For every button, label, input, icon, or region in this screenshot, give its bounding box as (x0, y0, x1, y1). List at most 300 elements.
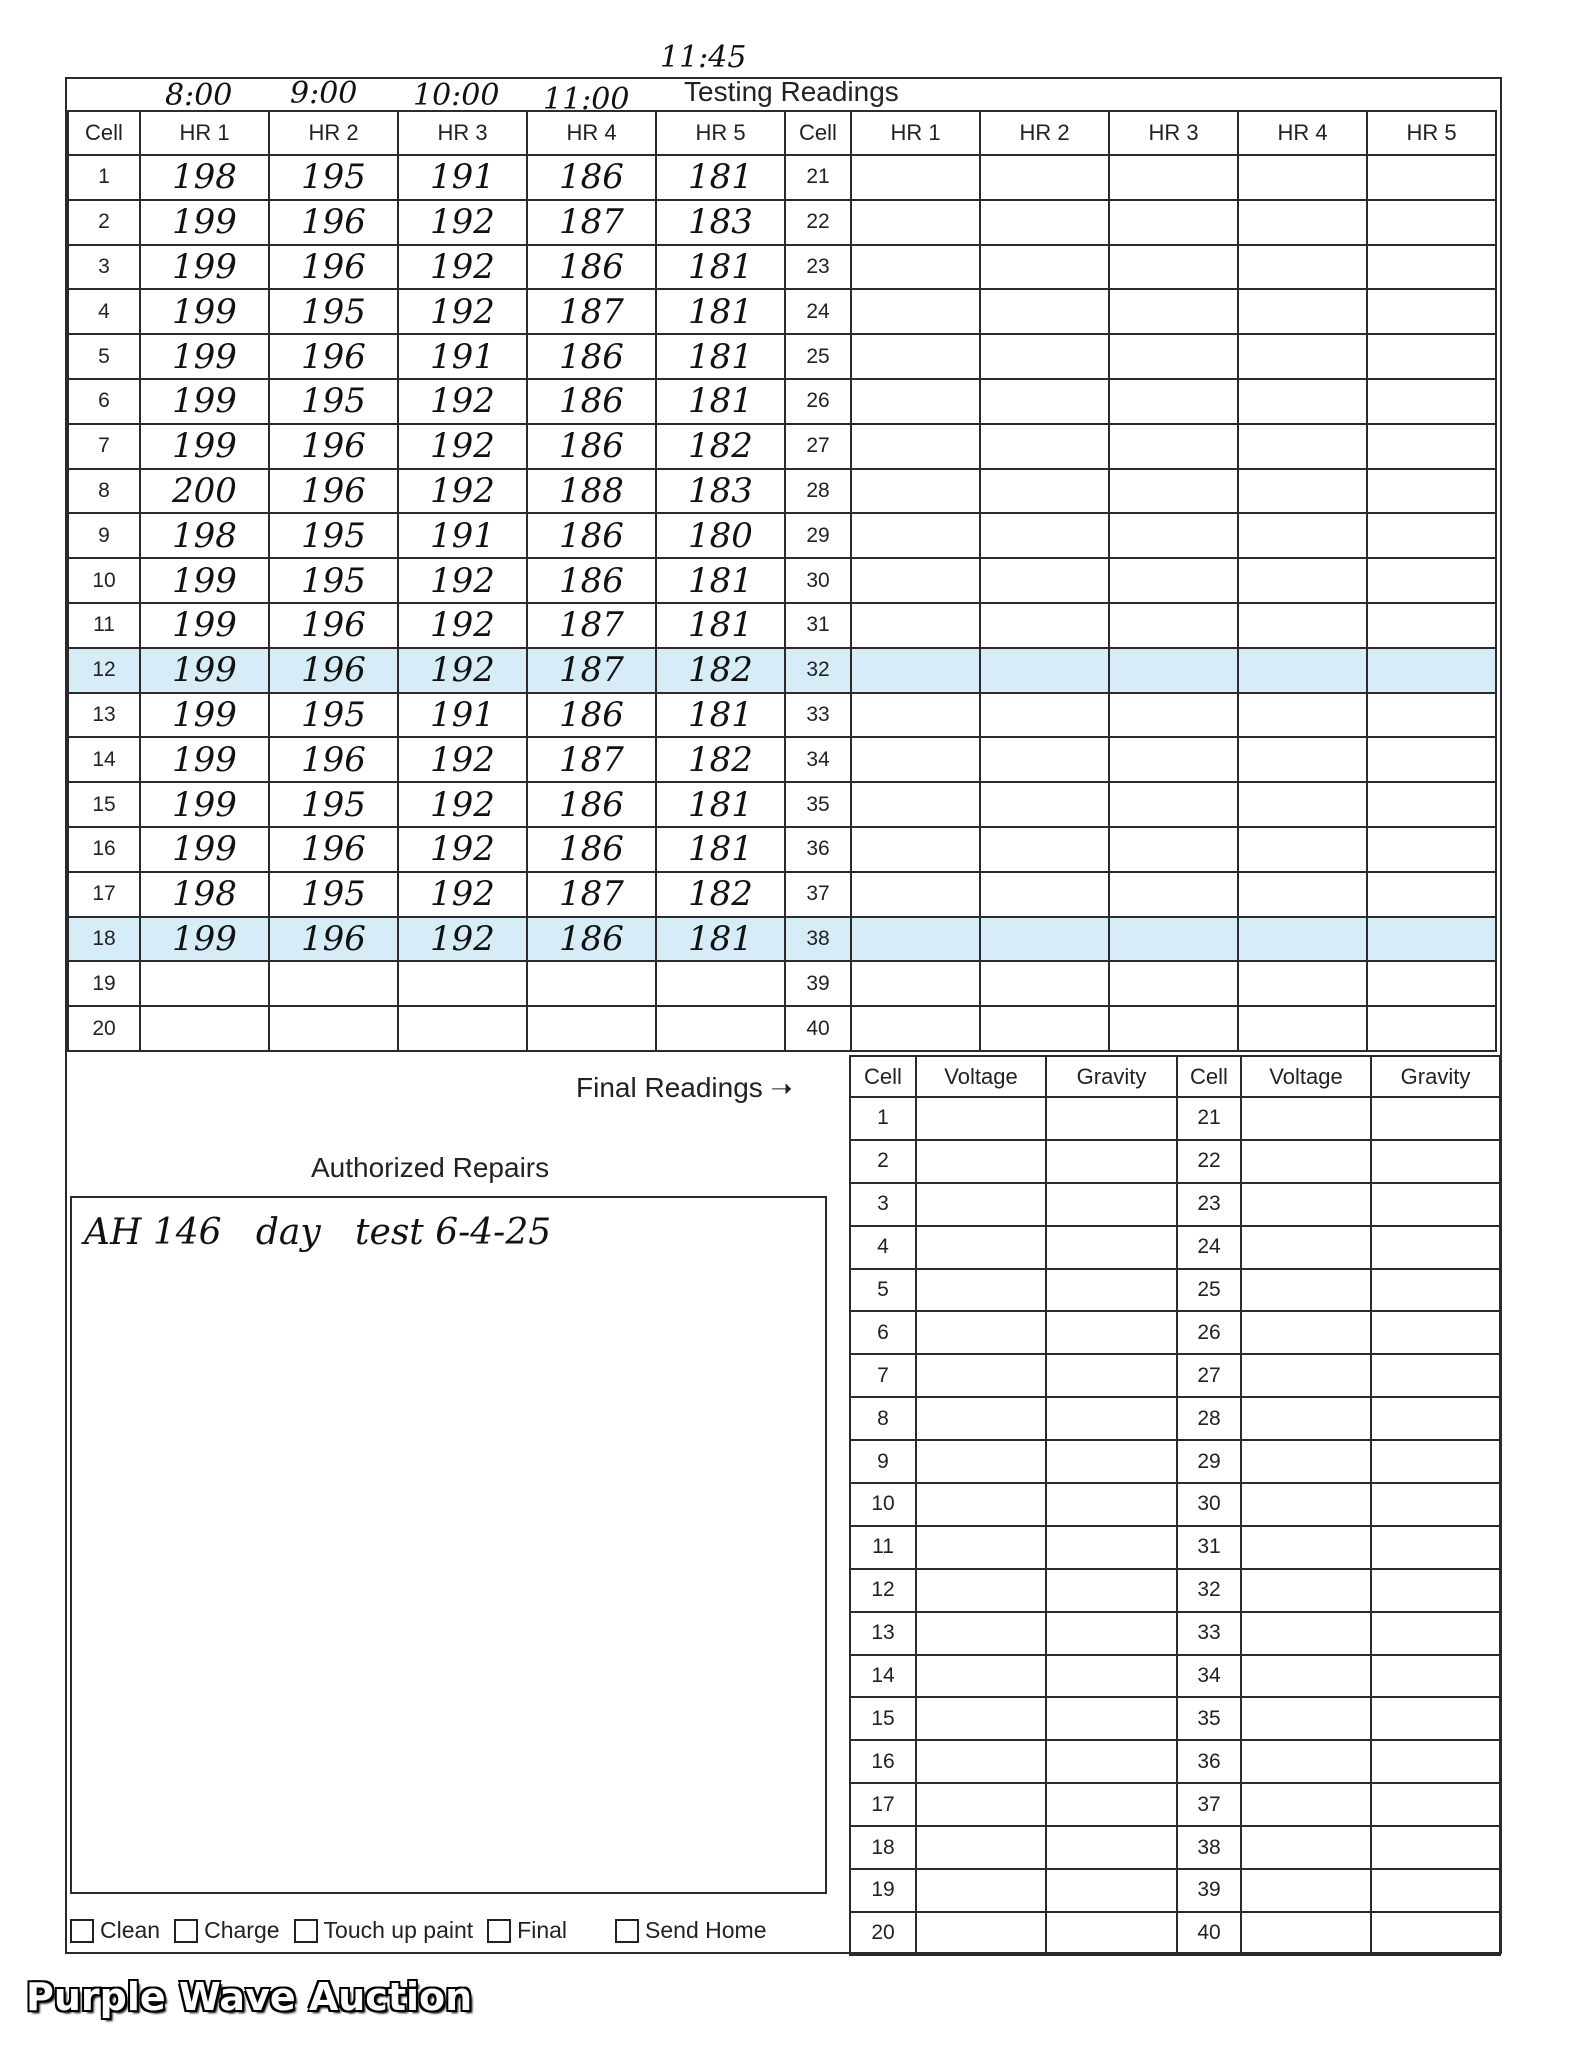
voltage-cell[interactable] (916, 1354, 1046, 1397)
reading-cell[interactable]: 199 (140, 603, 269, 648)
reading-cell[interactable]: 195 (269, 693, 398, 738)
reading-cell[interactable] (1367, 603, 1496, 648)
reading-cell[interactable] (980, 961, 1109, 1006)
voltage-cell[interactable] (1241, 1826, 1371, 1869)
gravity-cell[interactable] (1046, 1869, 1177, 1912)
reading-cell[interactable] (980, 334, 1109, 379)
reading-cell[interactable] (1238, 200, 1367, 245)
gravity-cell[interactable] (1046, 1311, 1177, 1354)
voltage-cell[interactable] (1241, 1783, 1371, 1826)
reading-cell[interactable]: 187 (527, 872, 656, 917)
reading-cell[interactable] (851, 603, 980, 648)
reading-cell[interactable] (1238, 379, 1367, 424)
gravity-cell[interactable] (1046, 1354, 1177, 1397)
voltage-cell[interactable] (1241, 1397, 1371, 1440)
cell-number: 34 (1177, 1655, 1241, 1698)
reading-cell[interactable] (1367, 469, 1496, 514)
reading-cell[interactable] (398, 1006, 527, 1051)
gravity-cell[interactable] (1371, 1140, 1500, 1183)
reading-cell[interactable]: 192 (398, 245, 527, 290)
reading-cell[interactable]: 186 (527, 334, 656, 379)
gravity-cell[interactable] (1046, 1783, 1177, 1826)
cell-number: 19 (850, 1869, 916, 1912)
reading-cell[interactable]: 186 (527, 558, 656, 603)
reading-cell[interactable]: 199 (140, 558, 269, 603)
reading-cell[interactable]: 199 (140, 827, 269, 872)
reading-cell[interactable]: 181 (656, 155, 785, 200)
gravity-cell[interactable] (1046, 1912, 1177, 1955)
reading-cell[interactable] (851, 379, 980, 424)
reading-cell[interactable] (851, 782, 980, 827)
reading-cell[interactable] (1367, 693, 1496, 738)
reading-cell[interactable]: 195 (269, 379, 398, 424)
reading-cell[interactable] (1238, 603, 1367, 648)
checkbox-square-icon[interactable] (174, 1919, 198, 1943)
gravity-cell[interactable] (1046, 1740, 1177, 1783)
reading-cell[interactable] (980, 917, 1109, 962)
voltage-cell[interactable] (1241, 1655, 1371, 1698)
reading-cell[interactable]: 199 (140, 917, 269, 962)
reading-cell[interactable]: 181 (656, 289, 785, 334)
reading-cell[interactable] (851, 917, 980, 962)
voltage-cell[interactable] (916, 1869, 1046, 1912)
voltage-cell[interactable] (1241, 1269, 1371, 1312)
reading-cell[interactable] (851, 1006, 980, 1051)
reading-cell[interactable]: 182 (656, 737, 785, 782)
checkbox-square-icon[interactable] (487, 1919, 511, 1943)
reading-cell[interactable]: 182 (656, 872, 785, 917)
reading-cell[interactable] (1109, 469, 1238, 514)
reading-cell[interactable] (1367, 737, 1496, 782)
reading-cell[interactable] (980, 379, 1109, 424)
reading-cell[interactable] (1238, 513, 1367, 558)
reading-cell[interactable] (851, 200, 980, 245)
voltage-cell[interactable] (916, 1740, 1046, 1783)
reading-cell[interactable]: 181 (656, 693, 785, 738)
voltage-cell[interactable] (1241, 1612, 1371, 1655)
reading-cell[interactable]: 199 (140, 289, 269, 334)
reading-cell[interactable] (1238, 558, 1367, 603)
reading-cell[interactable]: 181 (656, 245, 785, 290)
gravity-cell[interactable] (1371, 1740, 1500, 1783)
reading-cell[interactable] (980, 737, 1109, 782)
cell-number: 15 (850, 1697, 916, 1740)
reading-cell[interactable]: 196 (269, 603, 398, 648)
reading-cell[interactable]: 192 (398, 289, 527, 334)
voltage-cell[interactable] (1241, 1140, 1371, 1183)
reading-cell[interactable] (980, 245, 1109, 290)
gravity-cell[interactable] (1046, 1269, 1177, 1312)
gravity-cell[interactable] (1371, 1440, 1500, 1483)
reading-cell[interactable] (1367, 558, 1496, 603)
reading-cell[interactable]: 181 (656, 917, 785, 962)
checkbox-square-icon[interactable] (615, 1919, 639, 1943)
reading-cell[interactable]: 182 (656, 648, 785, 693)
reading-cell[interactable] (980, 513, 1109, 558)
reading-cell[interactable] (1109, 155, 1238, 200)
reading-cell[interactable]: 192 (398, 200, 527, 245)
reading-cell[interactable] (851, 513, 980, 558)
reading-cell[interactable] (1238, 648, 1367, 693)
voltage-cell[interactable] (1241, 1526, 1371, 1569)
reading-cell[interactable]: 195 (269, 155, 398, 200)
reading-cell[interactable] (1109, 1006, 1238, 1051)
reading-cell[interactable] (1109, 872, 1238, 917)
gravity-cell[interactable] (1371, 1311, 1500, 1354)
voltage-cell[interactable] (916, 1311, 1046, 1354)
voltage-cell[interactable] (1241, 1483, 1371, 1526)
reading-cell[interactable] (980, 648, 1109, 693)
reading-cell[interactable]: 200 (140, 469, 269, 514)
reading-cell[interactable] (1367, 334, 1496, 379)
reading-cell[interactable] (1109, 693, 1238, 738)
reading-cell[interactable]: 187 (527, 737, 656, 782)
reading-cell[interactable]: 196 (269, 648, 398, 693)
reading-cell[interactable]: 186 (527, 513, 656, 558)
reading-cell[interactable] (1367, 200, 1496, 245)
gravity-cell[interactable] (1371, 1097, 1500, 1140)
voltage-cell[interactable] (916, 1783, 1046, 1826)
reading-cell[interactable] (980, 693, 1109, 738)
reading-cell[interactable] (269, 961, 398, 1006)
reading-cell[interactable]: 187 (527, 648, 656, 693)
reading-cell[interactable]: 186 (527, 245, 656, 290)
reading-cell[interactable]: 196 (269, 917, 398, 962)
reading-cell[interactable]: 191 (398, 513, 527, 558)
reading-cell[interactable]: 195 (269, 782, 398, 827)
reading-cell[interactable] (1238, 737, 1367, 782)
cell-number: 2 (68, 200, 140, 245)
reading-cell[interactable] (1238, 872, 1367, 917)
reading-cell[interactable]: 181 (656, 334, 785, 379)
reading-cell[interactable] (851, 424, 980, 469)
reading-cell[interactable] (980, 155, 1109, 200)
reading-cell[interactable]: 195 (269, 289, 398, 334)
reading-cell[interactable]: 199 (140, 424, 269, 469)
voltage-cell[interactable] (1241, 1740, 1371, 1783)
reading-cell[interactable] (1238, 289, 1367, 334)
reading-cell[interactable] (1367, 379, 1496, 424)
voltage-cell[interactable] (1241, 1097, 1371, 1140)
reading-cell[interactable]: 196 (269, 245, 398, 290)
reading-cell[interactable] (1238, 424, 1367, 469)
reading-cell[interactable] (1367, 424, 1496, 469)
reading-cell[interactable] (851, 737, 980, 782)
reading-cell[interactable]: 196 (269, 334, 398, 379)
reading-cell[interactable] (1367, 513, 1496, 558)
gravity-cell[interactable] (1371, 1912, 1500, 1955)
reading-cell[interactable] (1109, 782, 1238, 827)
reading-cell[interactable] (1109, 737, 1238, 782)
gravity-cell[interactable] (1046, 1655, 1177, 1698)
reading-cell[interactable]: 186 (527, 827, 656, 872)
reading-cell[interactable]: 199 (140, 648, 269, 693)
reading-cell[interactable]: 192 (398, 782, 527, 827)
reading-cell[interactable]: 199 (140, 693, 269, 738)
reading-cell[interactable] (1367, 648, 1496, 693)
reading-cell[interactable] (1367, 827, 1496, 872)
reading-cell[interactable] (1109, 424, 1238, 469)
reading-cell[interactable] (980, 558, 1109, 603)
voltage-cell[interactable] (1241, 1440, 1371, 1483)
reading-cell[interactable] (980, 469, 1109, 514)
reading-cell[interactable]: 192 (398, 917, 527, 962)
reading-cell[interactable]: 182 (656, 424, 785, 469)
reading-cell[interactable] (851, 693, 980, 738)
reading-cell[interactable]: 186 (527, 424, 656, 469)
gravity-cell[interactable] (1371, 1269, 1500, 1312)
voltage-cell[interactable] (916, 1569, 1046, 1612)
reading-cell[interactable] (1109, 961, 1238, 1006)
voltage-cell[interactable] (1241, 1226, 1371, 1269)
reading-cell[interactable]: 188 (527, 469, 656, 514)
reading-cell[interactable]: 198 (140, 872, 269, 917)
voltage-cell[interactable] (916, 1226, 1046, 1269)
reading-cell[interactable]: 195 (269, 513, 398, 558)
authorized-repairs-box[interactable] (70, 1196, 827, 1894)
reading-cell[interactable] (980, 424, 1109, 469)
reading-cell[interactable] (1109, 513, 1238, 558)
gravity-cell[interactable] (1046, 1483, 1177, 1526)
gravity-cell[interactable] (1371, 1183, 1500, 1226)
gravity-cell[interactable] (1371, 1612, 1500, 1655)
reading-cell[interactable] (980, 200, 1109, 245)
voltage-cell[interactable] (916, 1612, 1046, 1655)
voltage-cell[interactable] (916, 1269, 1046, 1312)
reading-cell[interactable] (656, 1006, 785, 1051)
gravity-cell[interactable] (1046, 1097, 1177, 1140)
reading-cell[interactable] (1367, 961, 1496, 1006)
reading-cell[interactable] (1367, 782, 1496, 827)
reading-cell[interactable]: 195 (269, 558, 398, 603)
reading-cell[interactable]: 192 (398, 872, 527, 917)
reading-cell[interactable] (1238, 155, 1367, 200)
reading-cell[interactable]: 196 (269, 424, 398, 469)
voltage-cell[interactable] (916, 1397, 1046, 1440)
gravity-cell[interactable] (1371, 1655, 1500, 1698)
reading-cell[interactable]: 186 (527, 917, 656, 962)
reading-cell[interactable] (656, 961, 785, 1006)
reading-cell[interactable] (1238, 693, 1367, 738)
reading-cell[interactable]: 192 (398, 558, 527, 603)
reading-cell[interactable] (851, 961, 980, 1006)
voltage-cell[interactable] (916, 1526, 1046, 1569)
reading-cell[interactable] (1238, 961, 1367, 1006)
reading-cell[interactable] (980, 603, 1109, 648)
reading-cell[interactable]: 199 (140, 379, 269, 424)
reading-cell[interactable] (851, 648, 980, 693)
reading-cell[interactable] (851, 558, 980, 603)
checkbox-touch-up-paint[interactable] (294, 1917, 474, 1944)
reading-cell[interactable]: 198 (140, 155, 269, 200)
reading-cell[interactable]: 199 (140, 200, 269, 245)
reading-cell[interactable] (1238, 1006, 1367, 1051)
voltage-cell[interactable] (916, 1440, 1046, 1483)
checkbox-square-icon[interactable] (294, 1919, 318, 1943)
checkbox-send-home[interactable] (615, 1917, 766, 1944)
voltage-cell[interactable] (916, 1140, 1046, 1183)
voltage-cell[interactable] (1241, 1697, 1371, 1740)
checkbox-square-icon[interactable] (70, 1919, 94, 1943)
reading-cell[interactable] (398, 961, 527, 1006)
gravity-cell[interactable] (1371, 1226, 1500, 1269)
reading-cell[interactable] (269, 1006, 398, 1051)
reading-cell[interactable] (1238, 469, 1367, 514)
gravity-cell[interactable] (1371, 1826, 1500, 1869)
col-header: Cell (1177, 1056, 1241, 1097)
gravity-cell[interactable] (1046, 1440, 1177, 1483)
reading-cell[interactable] (1367, 155, 1496, 200)
reading-cell[interactable]: 192 (398, 827, 527, 872)
reading-cell[interactable] (851, 334, 980, 379)
reading-cell[interactable] (1367, 245, 1496, 290)
reading-cell[interactable] (1367, 872, 1496, 917)
reading-cell[interactable]: 186 (527, 379, 656, 424)
voltage-cell[interactable] (1241, 1183, 1371, 1226)
reading-cell[interactable] (851, 289, 980, 334)
reading-cell[interactable] (980, 827, 1109, 872)
reading-cell[interactable]: 196 (269, 200, 398, 245)
reading-cell[interactable]: 196 (269, 469, 398, 514)
reading-cell[interactable]: 187 (527, 603, 656, 648)
reading-cell[interactable] (851, 469, 980, 514)
reading-cell[interactable]: 199 (140, 737, 269, 782)
reading-cell[interactable]: 181 (656, 379, 785, 424)
reading-cell[interactable]: 191 (398, 155, 527, 200)
reading-cell[interactable] (1109, 648, 1238, 693)
voltage-cell[interactable] (916, 1912, 1046, 1955)
reading-cell[interactable]: 199 (140, 782, 269, 827)
voltage-cell[interactable] (916, 1097, 1046, 1140)
reading-cell[interactable]: 186 (527, 693, 656, 738)
reading-cell[interactable] (140, 961, 269, 1006)
cell-number: 31 (785, 603, 851, 648)
voltage-cell[interactable] (1241, 1311, 1371, 1354)
reading-cell[interactable]: 196 (269, 737, 398, 782)
reading-cell[interactable]: 199 (140, 245, 269, 290)
reading-cell[interactable]: 183 (656, 200, 785, 245)
reading-cell[interactable] (1367, 917, 1496, 962)
reading-cell[interactable]: 196 (269, 827, 398, 872)
reading-cell[interactable] (527, 1006, 656, 1051)
reading-cell[interactable] (980, 289, 1109, 334)
reading-cell[interactable]: 187 (527, 200, 656, 245)
gravity-cell[interactable] (1046, 1526, 1177, 1569)
gravity-cell[interactable] (1046, 1140, 1177, 1183)
reading-cell[interactable] (1109, 334, 1238, 379)
checkbox-clean[interactable] (70, 1917, 160, 1944)
reading-cell[interactable] (140, 1006, 269, 1051)
reading-cell[interactable] (851, 872, 980, 917)
voltage-cell[interactable] (916, 1697, 1046, 1740)
reading-cell[interactable] (851, 827, 980, 872)
reading-cell[interactable] (1109, 603, 1238, 648)
gravity-cell[interactable] (1371, 1783, 1500, 1826)
reading-cell[interactable]: 181 (656, 603, 785, 648)
reading-cell[interactable] (851, 155, 980, 200)
reading-cell[interactable] (1109, 917, 1238, 962)
reading-cell[interactable]: 181 (656, 558, 785, 603)
cell-number: 18 (850, 1826, 916, 1869)
gravity-cell[interactable] (1046, 1226, 1177, 1269)
reading-cell[interactable]: 199 (140, 334, 269, 379)
cell-number: 36 (1177, 1740, 1241, 1783)
reading-cell[interactable]: 181 (656, 827, 785, 872)
reading-cell[interactable]: 192 (398, 737, 527, 782)
reading-cell[interactable]: 180 (656, 513, 785, 558)
reading-cell[interactable]: 192 (398, 603, 527, 648)
voltage-cell[interactable] (1241, 1354, 1371, 1397)
reading-cell[interactable]: 186 (527, 155, 656, 200)
gravity-cell[interactable] (1046, 1697, 1177, 1740)
reading-cell[interactable] (851, 245, 980, 290)
reading-cell[interactable] (527, 961, 656, 1006)
reading-cell[interactable] (1109, 827, 1238, 872)
reading-cell[interactable] (1367, 1006, 1496, 1051)
voltage-cell[interactable] (916, 1826, 1046, 1869)
cell-number: 3 (850, 1183, 916, 1226)
gravity-cell[interactable] (1046, 1183, 1177, 1226)
reading-cell[interactable]: 198 (140, 513, 269, 558)
voltage-cell[interactable] (916, 1183, 1046, 1226)
reading-cell[interactable]: 195 (269, 872, 398, 917)
reading-cell[interactable] (980, 1006, 1109, 1051)
gravity-cell[interactable] (1371, 1397, 1500, 1440)
gravity-cell[interactable] (1371, 1869, 1500, 1912)
reading-cell[interactable]: 183 (656, 469, 785, 514)
reading-cell[interactable] (1238, 334, 1367, 379)
voltage-cell[interactable] (916, 1655, 1046, 1698)
reading-cell[interactable]: 192 (398, 469, 527, 514)
gravity-cell[interactable] (1371, 1569, 1500, 1612)
reading-cell[interactable] (1238, 782, 1367, 827)
reading-cell[interactable]: 191 (398, 334, 527, 379)
reading-cell[interactable] (1367, 289, 1496, 334)
reading-cell[interactable] (980, 872, 1109, 917)
reading-cell[interactable] (1109, 289, 1238, 334)
reading-cell[interactable] (1109, 558, 1238, 603)
reading-cell[interactable]: 181 (656, 782, 785, 827)
gravity-cell[interactable] (1046, 1397, 1177, 1440)
reading-cell[interactable] (1109, 200, 1238, 245)
voltage-cell[interactable] (1241, 1912, 1371, 1955)
gravity-cell[interactable] (1371, 1697, 1500, 1740)
checkbox-final[interactable] (487, 1917, 567, 1944)
reading-cell[interactable] (1109, 379, 1238, 424)
reading-cell[interactable] (980, 782, 1109, 827)
gravity-cell[interactable] (1371, 1526, 1500, 1569)
gravity-cell[interactable] (1046, 1826, 1177, 1869)
gravity-cell[interactable] (1046, 1569, 1177, 1612)
voltage-cell[interactable] (1241, 1869, 1371, 1912)
checkbox-charge[interactable] (174, 1917, 279, 1944)
voltage-cell[interactable] (1241, 1569, 1371, 1612)
gravity-cell[interactable] (1046, 1612, 1177, 1655)
reading-cell[interactable]: 186 (527, 782, 656, 827)
reading-cell[interactable]: 192 (398, 379, 527, 424)
reading-cell[interactable] (1109, 245, 1238, 290)
gravity-cell[interactable] (1371, 1354, 1500, 1397)
reading-cell[interactable]: 191 (398, 693, 527, 738)
reading-cell[interactable] (1238, 827, 1367, 872)
reading-cell[interactable] (1238, 917, 1367, 962)
voltage-cell[interactable] (916, 1483, 1046, 1526)
reading-cell[interactable]: 192 (398, 648, 527, 693)
reading-cell[interactable] (1238, 245, 1367, 290)
reading-cell[interactable]: 192 (398, 424, 527, 469)
gravity-cell[interactable] (1371, 1483, 1500, 1526)
reading-cell[interactable]: 187 (527, 289, 656, 334)
